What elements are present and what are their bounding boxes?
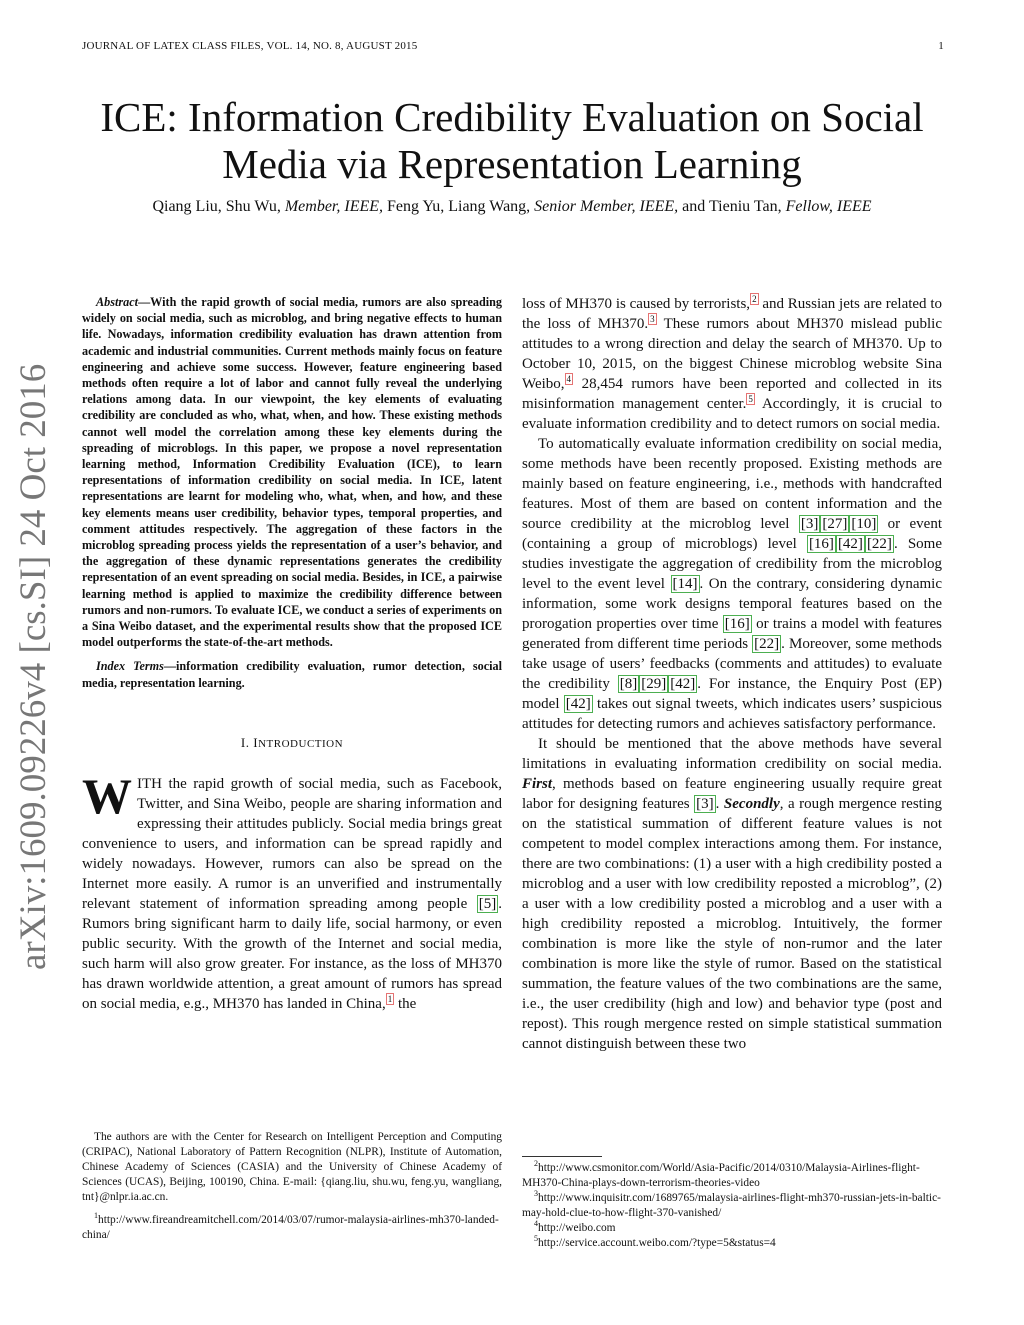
citation-link[interactable]: [27] bbox=[822, 516, 848, 532]
emphasis-secondly: Secondly bbox=[723, 796, 780, 812]
text: . Moreover, some methods take usage of users’ feedbacks (comments and attitudes) to evaluate the credibility bbox=[522, 636, 942, 692]
affiliation-note: The authors are with the Center for Research on Intelligent Perception and Computing (CRIPAC), National Laboratory of Pattern Recognition (NLPR), Institute of Automation, Chinese Academy of Sciences (CASIA) and the University of Chinese Academy of Sciences (UCAS), Beijing, 100190, China. E-mail: {qiang.liu, shu.wu, feng.yu, wangliang, tnt}@nlpr.ia.ac.cn. bbox=[82, 1131, 502, 1203]
citation-link[interactable]: [42] bbox=[565, 696, 591, 712]
text: , methods based on feature engineering usually require great labor for designing features bbox=[522, 776, 942, 812]
intro-text-b: . Rumors bring significant harm to daily life, social harmony, or even public security. With the growth of the Internet and social media, such harm will also grow greater. For instance, as the loss of MH370 has drawn worldwide attention, a great amount of rumors has spread on social media, e.g., MH370 has landed in China, bbox=[82, 895, 502, 1012]
footnote-number: 3 bbox=[534, 1189, 538, 1199]
citation-link[interactable]: [42] bbox=[837, 536, 863, 552]
intro-text-c: the bbox=[394, 995, 417, 1012]
left-footnotes bbox=[82, 1130, 502, 1251]
footnote-url[interactable]: http://www.csmonitor.com/World/Asia-Pacific/2014/0310/Malaysia-Airlines-flight-MH370-China-plays-down-terrorism-theories-video bbox=[522, 1162, 920, 1189]
page-number: 1 bbox=[938, 40, 944, 52]
text: or event (containing a group of microblogs) level bbox=[522, 516, 942, 552]
intro-paragraph bbox=[82, 767, 502, 1014]
footnote-1 bbox=[82, 1213, 502, 1243]
drop-cap: W bbox=[82, 767, 132, 824]
text: To automatically evaluate information credibility on social media, some methods have been recently proposed. Existing methods are mainly based on feature engineering, i.e., methods with handcrafted features. Most of them are based on content information and the source credibility at the microblog level bbox=[522, 436, 942, 532]
abstract-label: Abstract bbox=[96, 295, 138, 309]
author-names-3: and Tieniu Tan, bbox=[678, 198, 786, 215]
citation-link[interactable]: [29] bbox=[641, 676, 667, 692]
citation-link[interactable]: [5] bbox=[478, 895, 497, 912]
abstract bbox=[82, 294, 502, 650]
footnote-link[interactable]: 2 bbox=[752, 294, 757, 304]
text: , a rough mergence resting on the statistical summation of different feature values is not competent to model complex interactions among them. For instance, there are two combinations: (1) a user with a high credibility posted a microblog and a user with low credibility reposted a microblog”, (2) a user with a low credibility posted a microblog and a user with a high credibility reposted a microblog. Intuitively, the former combination is more like the style of non-rumor and the later combination is more like the style of rumor. Based on the statistical summation, the feature values of the two combinations are the same, i.e., the user credibility (high and low) and behavior type (post and repost). This rough mergence rested on simple statistical summation cannot distinguish between these two bbox=[522, 796, 943, 1052]
paragraph-limitations bbox=[522, 734, 942, 1054]
arxiv-stamp: arXiv:1609.09226v4 [cs.SI] 24 Oct 2016 bbox=[13, 363, 54, 970]
footnote-link[interactable]: 5 bbox=[748, 394, 753, 404]
citation-link[interactable]: [8] bbox=[619, 676, 638, 692]
footnote-rule bbox=[522, 1156, 602, 1157]
footnote-4 bbox=[522, 1221, 942, 1236]
citation-link[interactable]: [3] bbox=[800, 516, 819, 532]
emphasis-first: First bbox=[522, 776, 553, 792]
footnote-url[interactable]: http://service.account.weibo.com/?type=5&status=4 bbox=[538, 1237, 776, 1249]
footnote-number: 2 bbox=[534, 1159, 538, 1169]
author-names-1: Qiang Liu, Shu Wu, bbox=[152, 198, 285, 215]
right-footnotes bbox=[522, 1156, 942, 1251]
citation-link[interactable]: [16] bbox=[808, 536, 834, 552]
footnote-link[interactable]: 1 bbox=[387, 993, 393, 1004]
running-header bbox=[82, 40, 944, 52]
text: . For instance, the Enquiry Post (EP) model bbox=[522, 676, 942, 712]
footnote-url[interactable]: http://www.inquisitr.com/1689765/malaysia-airlines-flight-mh370-russian-jets-in-baltic-may-hold-clue-to-how-flight-370-vanished/ bbox=[522, 1192, 941, 1219]
intro-text-a: ITH the rapid growth of social media, such as Facebook, Twitter, and Sina Weibo, people are sharing information and expressing their attitudes publicly. Social media brings great convenience to users, and information can be spread rapidly and widely nowadays. However, rumors can also be spread on the Internet more easily. A rumor is an unverified and instrumentally relevant statement of information spreading among people bbox=[82, 775, 502, 912]
footnote-5 bbox=[522, 1236, 942, 1251]
footnote-number: 1 bbox=[94, 1211, 98, 1221]
footnote-link[interactable]: 4 bbox=[566, 374, 572, 384]
citation-link[interactable]: [22] bbox=[866, 536, 892, 552]
citation-link[interactable]: [16] bbox=[724, 616, 750, 632]
text: It should be mentioned that the above methods have several limitations in evaluating information credibility on social media. bbox=[522, 736, 942, 772]
text: Accordingly, it is crucial to evaluate information credibility and to detect rumors on social media. bbox=[522, 396, 942, 432]
citation-link[interactable]: [22] bbox=[754, 636, 780, 652]
citation-link[interactable]: [14] bbox=[672, 576, 698, 592]
left-column bbox=[82, 294, 502, 1014]
author-role-1: Member, IEEE, bbox=[284, 198, 384, 215]
footnote-number: 5 bbox=[534, 1234, 538, 1244]
text: loss of MH370 is caused by terrorists, bbox=[522, 296, 751, 312]
text: takes out signal tweets, which indicates users’ suspicious attitudes for detecting rumors and achieves satisfactory performance. bbox=[522, 696, 942, 732]
paragraph-mh370 bbox=[522, 294, 942, 434]
journal-name: JOURNAL OF LATEX CLASS FILES, VOL. 14, NO. 8, AUGUST 2015 bbox=[82, 40, 418, 52]
footnote-url[interactable]: http://www.fireandreamitchell.com/2014/03/07/rumor-malaysia-airlines-mh370-landed-china/ bbox=[82, 1214, 499, 1241]
index-terms-label: Index Terms bbox=[96, 659, 164, 674]
paper-title bbox=[60, 94, 964, 188]
author-role-2: Senior Member, IEEE, bbox=[534, 198, 679, 215]
citation-link[interactable]: [3] bbox=[696, 796, 714, 812]
footnote-3 bbox=[522, 1191, 942, 1221]
index-terms bbox=[82, 658, 502, 690]
paragraph-methods bbox=[522, 434, 942, 734]
author-role-3: Fellow, IEEE bbox=[785, 198, 872, 215]
citation-link[interactable]: [10] bbox=[851, 516, 877, 532]
section-title-rest: NTRODUCTION bbox=[258, 737, 344, 750]
citation-link[interactable]: [42] bbox=[670, 676, 696, 692]
text: or trains a model with features generated from different time periods bbox=[522, 616, 942, 652]
index-terms-text: —information credibility evaluation, rumor detection, social media, representation learning. bbox=[82, 659, 502, 690]
author-list bbox=[60, 198, 964, 216]
section-heading bbox=[82, 733, 502, 754]
footnote-number: 4 bbox=[534, 1219, 538, 1229]
text: and Russian jets are related to the loss of MH370. bbox=[522, 296, 942, 332]
section-number: I. bbox=[240, 734, 250, 750]
footnote-2 bbox=[522, 1161, 942, 1191]
text: 28,454 rumors have been reported and collected in its misinformation management center. bbox=[522, 376, 942, 412]
text: . bbox=[715, 796, 724, 812]
right-column bbox=[522, 294, 942, 1054]
author-names-2: Feng Yu, Liang Wang, bbox=[383, 198, 535, 215]
text: . Some studies investigate the aggregation of credibility from the microblog level to the event level bbox=[522, 536, 942, 592]
abstract-text: —With the rapid growth of social media, rumors are also spreading widely on social media, such as microblog, and bring negative effects to human life. Nowadays, information credibility evaluation has drawn attention from academic and industrial communities. Current methods mainly focus on feature engineering and achieve some success. However, feature engineering based methods often require a lot of labor and cannot fully reveal the underlying relations among data. In our viewpoint, the key elements of evaluating credibility are concluded as who, what, when, and how. These existing methods cannot well model the correlation among these key elements during the spreading of microblogs. In this paper, we propose a novel representation learning method, Information Credibility Evaluation (ICE), to learn representations of information credibility on social media. In ICE, latent representations are learnt for modeling who, what, when, and how, and these key elements means user credibility, behavior types, temporal properties, and comment attitudes respectively. The aggregation of these factors in the microblog spreading process yields the representation of a user’s behavior, and the aggregation of these dynamic representations generates the credibility representation of an event spreading on social media. Besides, in ICE, a pairwise learning method is applied to maximize the credibility difference between rumors and non-rumors. To evaluate ICE, we conduct a series of experiments on a Sina Weibo dataset, and the experimental results show that the proposed ICE model outperforms the state-of-the-art methods. bbox=[82, 295, 502, 650]
footnote-link[interactable]: 3 bbox=[650, 314, 655, 324]
text: . On the contrary, considering dynamic information, some work designs temporal features based on the prorogation properties over time bbox=[522, 576, 943, 632]
footnote-url[interactable]: http://weibo.com bbox=[538, 1222, 616, 1234]
text: These rumors about MH370 mislead public attitudes to a wrong direction and delay the search of MH370. Up to October 10, 2015, on the biggest Chinese microblog website Sina Weibo, bbox=[522, 316, 942, 392]
section-title-initial: I bbox=[253, 734, 259, 750]
title-line-2: Media via Representation Learning bbox=[222, 141, 802, 187]
title-line-1: ICE: Information Credibility Evaluation on Social bbox=[100, 94, 924, 140]
